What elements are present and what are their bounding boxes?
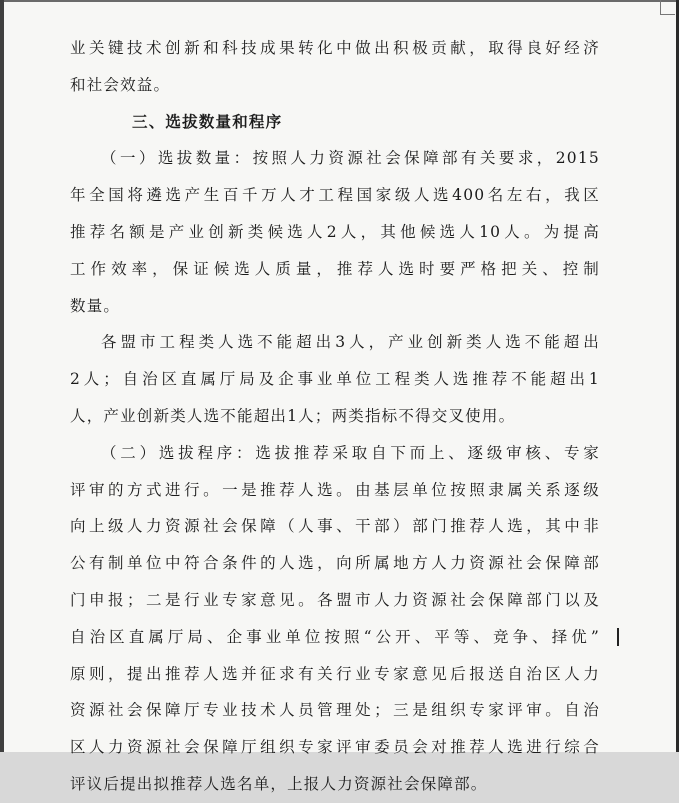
text-line: 向上级人力资源社会保障（人事、干部）部门推荐人选，其中非 <box>70 517 600 536</box>
text-line: 自治区直属厅局、企事业单位按照“公开、平等、竞争、择优” <box>70 627 600 646</box>
limits-paragraph <box>70 324 600 434</box>
procedure-paragraph <box>70 435 600 803</box>
document-body <box>70 30 600 803</box>
text-line: 公有制单位中符合条件的人选，向所属地方人力资源社会保障部 <box>70 554 600 573</box>
section-heading <box>70 104 600 141</box>
text-line: 资源社会保障厅专业技术人员管理处；三是组织专家评审。自治 <box>70 701 600 720</box>
text-line: 区人力资源社会保障厅组织专家评审委员会对推荐人选进行综合 <box>70 738 600 757</box>
scan-corner-mark <box>660 0 675 15</box>
intro-continuation-paragraph <box>70 30 600 104</box>
scan-margin-mark <box>617 628 619 646</box>
text-line: 评议后提出拟推荐人选名单，上报人力资源社会保障部。 <box>70 774 488 793</box>
scan-top-edge <box>0 0 679 2</box>
text-line: 数量。 <box>70 296 121 315</box>
scan-left-edge <box>0 0 4 752</box>
text-line: 工作效率，保证候选人质量，推荐人选时要严格把关、控制 <box>70 259 600 278</box>
text-line: 和社会效益。 <box>70 75 171 94</box>
text-line: （二）选拔程序：选拔推荐采取自下而上、逐级审核、专家 <box>101 443 600 462</box>
text-line: 评审的方式进行。一是推荐人选。由基层单位按照隶属关系逐级 <box>70 480 600 499</box>
text-line: 门申报；二是行业专家意见。各盟市人力资源社会保障部门以及 <box>70 590 600 609</box>
heading-text: 三、选拔数量和程序 <box>132 111 283 131</box>
text-line: 各盟市工程类人选不能超出3人，产业创新类人选不能超出 <box>101 333 600 352</box>
text-line: 2人；自治区直属厅局及企事业单位工程类人选推荐不能超出1 <box>70 370 600 389</box>
text-line: 原则，提出推荐人选并征求有关行业专家意见后报送自治区人力 <box>70 664 600 683</box>
text-line: 推荐名额是产业创新类候选人2人，其他候选人10人。为提高 <box>70 222 600 241</box>
text-line: 年全国将遴选产生百千万人才工程国家级人选400名左右，我区 <box>70 186 600 205</box>
text-line: 人，产业创新类人选不能超出1人；两类指标不得交叉使用。 <box>70 406 516 425</box>
quota-paragraph <box>70 140 600 324</box>
text-line: 业关键技术创新和科技成果转化中做出积极贡献，取得良好经济 <box>70 39 600 57</box>
text-line: （一）选拔数量：按照人力资源社会保障部有关要求，2015 <box>101 149 600 168</box>
